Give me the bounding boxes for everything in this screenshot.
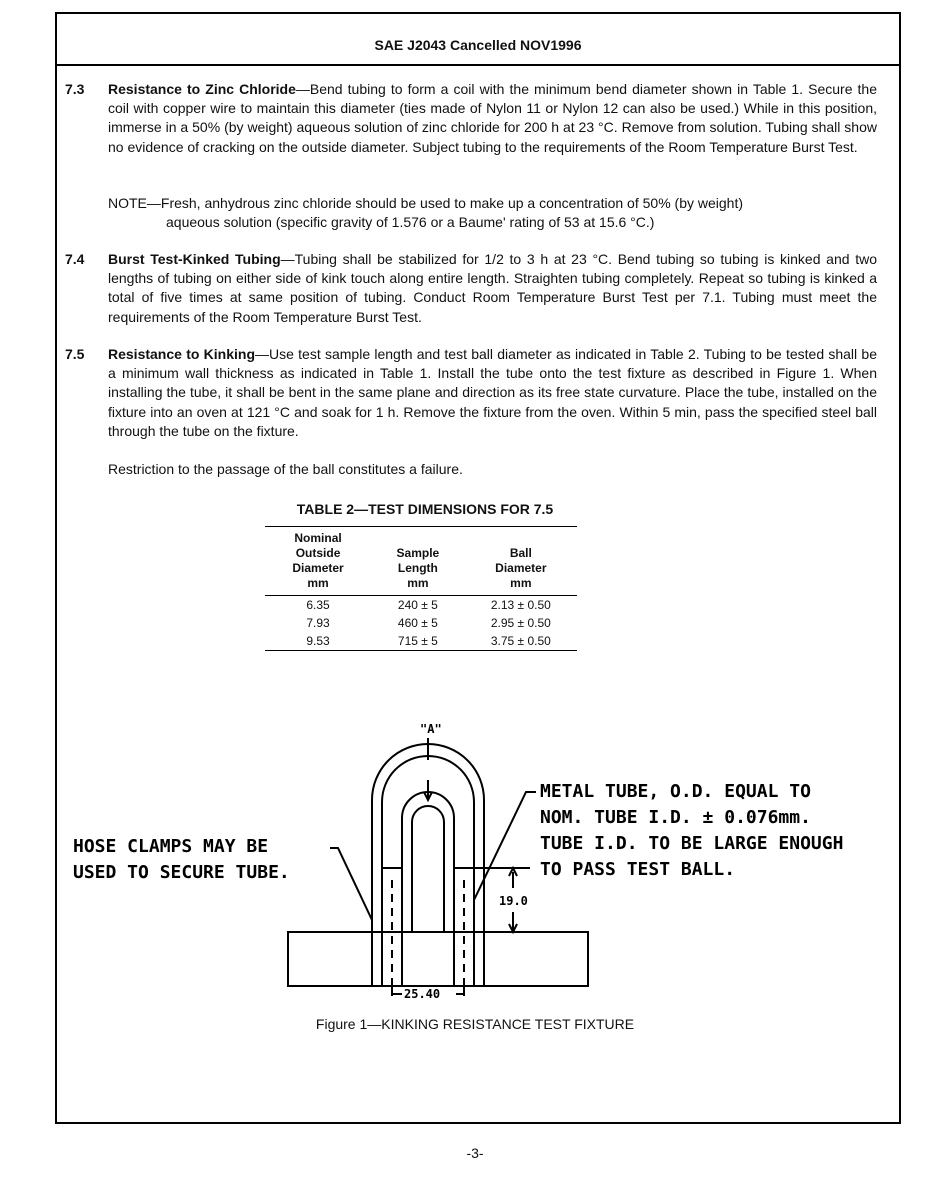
hose-clamp-leader [330, 848, 372, 920]
header-line: mm [510, 576, 532, 590]
section-heading: Resistance to Zinc Chloride [108, 81, 296, 97]
table-cell: 3.75 ± 0.50 [490, 634, 551, 648]
page-number: -3- [466, 1145, 484, 1161]
section-heading: Resistance to Kinking [108, 346, 255, 362]
section-number: 7.3 [65, 81, 85, 97]
metal-tube-label-2: NOM. TUBE I.D. ± 0.076mm. [540, 807, 811, 828]
restriction-paragraph: Restriction to the passage of the ball constitutes a failure. [108, 461, 463, 477]
metal-tube-label-1: METAL TUBE, O.D. EQUAL TO [540, 781, 811, 802]
section-text: —Bend tubing to form a coil with the minimum bend diameter shown in Table 1. Secure the coil with copper wire to maintain this diameter (ties made of Nylon 11 or Nylon 12 can also be used.) While in this position, immerse in a 50% (by weight) aqueous solution of zinc chloride for 200 h at 23 °C. Remove from solution. Tubing shall show no evidence of cracking on the outside diameter. Subject tubing to the requirements of the Room Temperature Burst Test. [108, 81, 877, 155]
header-title: SAE J2043 Cancelled NOV1996 [374, 37, 582, 53]
figure-labels [73, 722, 843, 1001]
hose-clamps-label-2: USED TO SECURE TUBE. [73, 862, 290, 883]
section-number: 7.5 [65, 346, 85, 362]
mandrel-outer [402, 792, 454, 986]
section-text: —Tubing shall be stabilized for 1/2 to 3 h at 23 °C. Bend tubing so tubing is kinked and two lengths of tubing on either side of kink touch along entire length. Straighten tubing completely. Repeat so tubing is kinked a total of five times at same position of tubing. Conduct Room Temperature Burst Test per 7.1. Tubing must meet the requirements of the Room Temperature Burst Test. [108, 251, 877, 325]
table-cell: 2.95 ± 0.50 [490, 616, 551, 630]
table-cell: 6.35 [306, 598, 330, 612]
metal-tube-label-4: TO PASS TEST BALL. [540, 859, 736, 880]
section-heading: Burst Test-Kinked Tubing [108, 251, 281, 267]
table-cell: 2.13 ± 0.50 [490, 598, 551, 612]
header-line: Outside [295, 546, 341, 560]
table-cell: 715 ± 5 [397, 634, 438, 648]
section-text: —Use test sample length and test ball diameter as indicated in Table 2. Tubing to be tested shall be a minimum wall thickness as indicated in Table 1. Install the tube onto the test fixture as described in Figure 1. When installing the tube, it shall be bent in the same plane and direction as its free state curvature. Place the tube, installed on the fixture into an oven at 121 °C and soak for 1 h. Remove the fixture from the oven. Within 5 min, pass the specified steel ball through the tube on the fixture. [108, 346, 877, 439]
header-line: Ball [509, 546, 532, 560]
header-line: mm [307, 576, 329, 590]
dim-height-label: 19.0 [499, 894, 528, 908]
table-cell: 9.53 [306, 634, 330, 648]
label-a: "A" [420, 722, 442, 736]
header-line: Nominal [294, 531, 342, 545]
dim-width-label: 25.40 [404, 987, 441, 1001]
mandrel-inner [412, 806, 444, 932]
table-cell: 240 ± 5 [397, 598, 438, 612]
fixture-base [288, 932, 588, 986]
header-line: Diameter [495, 561, 547, 575]
note-line-2: aqueous solution (specific gravity of 1.576 or a Baume' rating of 53 at 15.6 °C.) [166, 214, 655, 231]
section-number: 7.4 [65, 251, 85, 267]
note-line-1: NOTE—Fresh, anhydrous zinc chloride should be used to make up a concentration of 50% (by weight) [108, 195, 743, 211]
table-title: TABLE 2—TEST DIMENSIONS FOR 7.5 [296, 501, 554, 517]
header-line: Length [397, 561, 438, 575]
table-cell: 7.93 [306, 616, 330, 630]
table-cell: 460 ± 5 [397, 616, 438, 630]
header-line: Diameter [292, 561, 344, 575]
figure-caption: Figure 1—KINKING RESISTANCE TEST FIXTURE [315, 1016, 635, 1032]
header-line: mm [407, 576, 429, 590]
header-line: Sample [396, 546, 440, 560]
metal-tube-label-3: TUBE I.D. TO BE LARGE ENOUGH [540, 833, 844, 854]
hose-clamps-label-1: HOSE CLAMPS MAY BE [73, 836, 269, 857]
